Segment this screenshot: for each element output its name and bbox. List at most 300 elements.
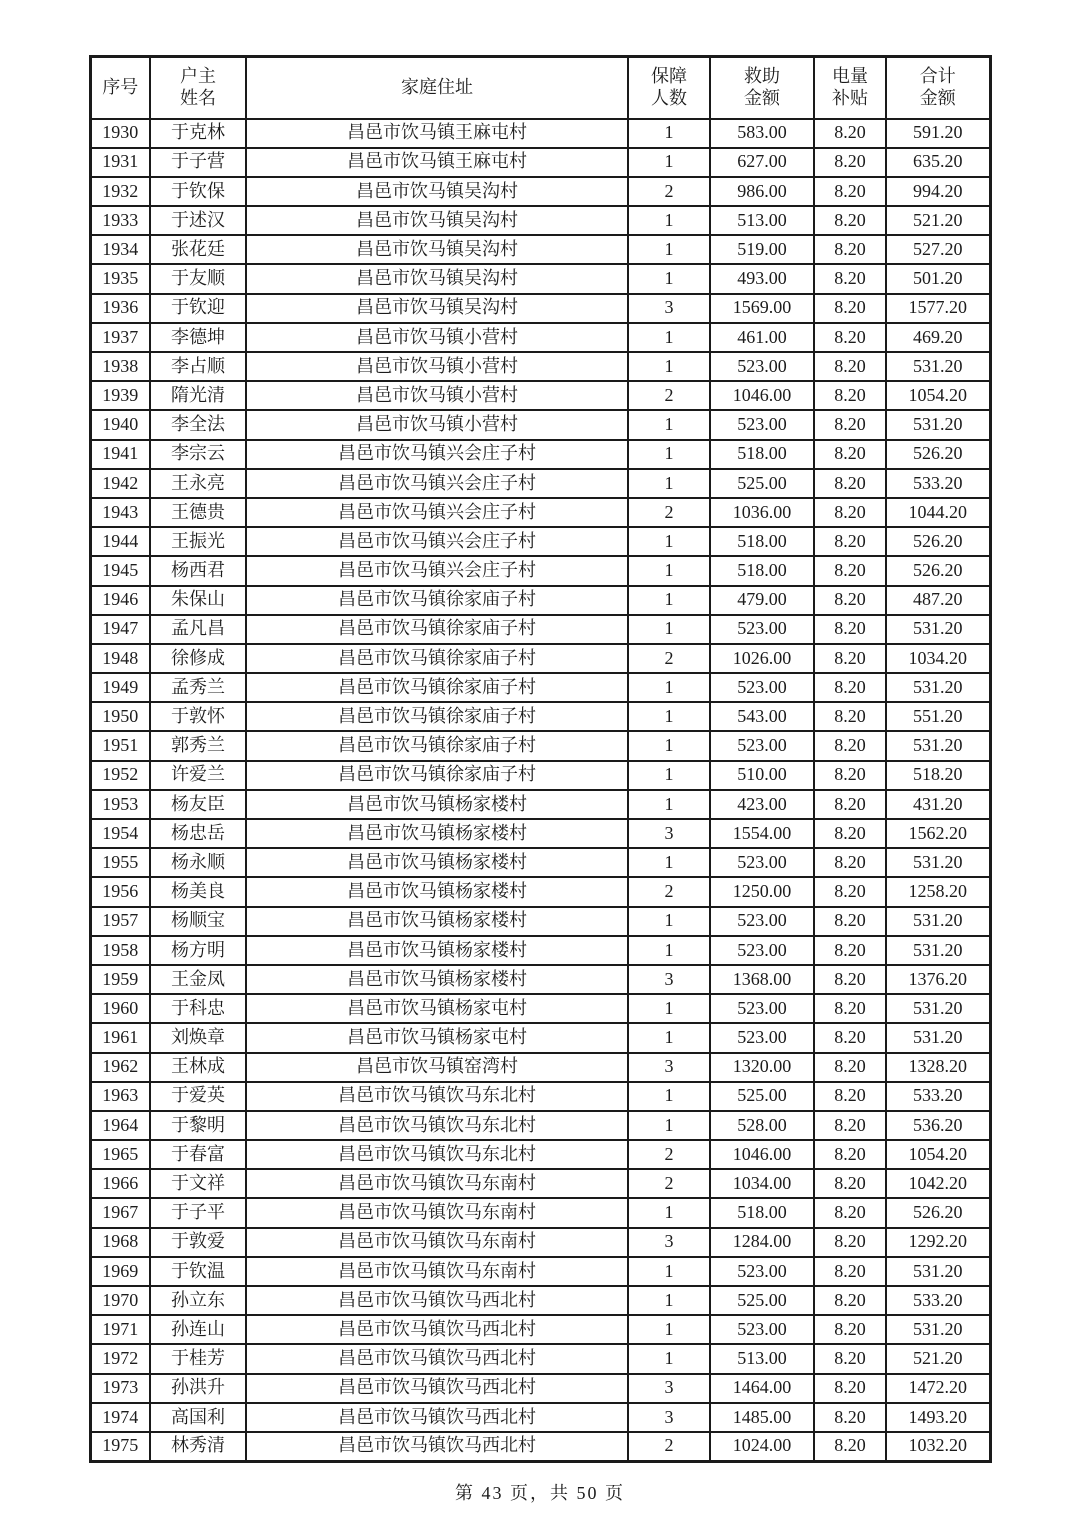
table-row: [90, 206, 990, 235]
header-home-address: [246, 57, 628, 119]
table-row: [90, 644, 990, 673]
cell-aid-amount: 513.00: [710, 1344, 814, 1373]
table-row: [90, 877, 990, 906]
cell-serial: 1935: [90, 264, 150, 293]
table-row: [90, 1082, 990, 1111]
page-number-footer: 第 43 页，共 50 页: [455, 1482, 625, 1503]
cell-name: 刘焕章: [150, 1023, 246, 1052]
cell-aid-amount: 525.00: [710, 1286, 814, 1315]
cell-name: 郭秀兰: [150, 731, 246, 760]
cell-serial: 1968: [90, 1228, 150, 1257]
cell-total-amount: 635.20: [886, 148, 990, 177]
cell-persons: 1: [628, 235, 710, 264]
table-row: [90, 264, 990, 293]
cell-address: 昌邑市饮马镇吴沟村: [246, 235, 628, 264]
cell-electric-subsidy: 8.20: [814, 1344, 886, 1373]
cell-electric-subsidy: 8.20: [814, 119, 886, 148]
cell-persons: 1: [628, 586, 710, 615]
cell-total-amount: 533.20: [886, 469, 990, 498]
cell-serial: 1965: [90, 1140, 150, 1169]
cell-electric-subsidy: 8.20: [814, 294, 886, 323]
cell-address: 昌邑市饮马镇徐家庙子村: [246, 702, 628, 731]
table-row: [90, 1169, 990, 1198]
cell-address: 昌邑市饮马镇饮马东北村: [246, 1140, 628, 1169]
cell-name: 于敦怀: [150, 702, 246, 731]
cell-persons: 1: [628, 1257, 710, 1286]
cell-address: 昌邑市饮马镇徐家庙子村: [246, 644, 628, 673]
cell-address: 昌邑市饮马镇杨家楼村: [246, 790, 628, 819]
cell-persons: 1: [628, 1023, 710, 1052]
table-row: [90, 1257, 990, 1286]
cell-persons: 2: [628, 381, 710, 410]
cell-persons: 2: [628, 877, 710, 906]
cell-aid-amount: 543.00: [710, 702, 814, 731]
cell-name: 于钦保: [150, 177, 246, 206]
cell-aid-amount: 510.00: [710, 761, 814, 790]
cell-serial: 1969: [90, 1257, 150, 1286]
cell-address: 昌邑市饮马镇饮马西北村: [246, 1374, 628, 1403]
cell-aid-amount: 583.00: [710, 119, 814, 148]
table-header: [90, 57, 990, 119]
cell-name: 朱保山: [150, 586, 246, 615]
cell-name: 张花廷: [150, 235, 246, 264]
cell-name: 徐修成: [150, 644, 246, 673]
table-row: [90, 1140, 990, 1169]
cell-address: 昌邑市饮马镇徐家庙子村: [246, 761, 628, 790]
table-row: [90, 352, 990, 381]
cell-persons: 1: [628, 410, 710, 439]
cell-total-amount: 1472.20: [886, 1374, 990, 1403]
cell-electric-subsidy: 8.20: [814, 440, 886, 469]
cell-total-amount: 531.20: [886, 410, 990, 439]
cell-electric-subsidy: 8.20: [814, 615, 886, 644]
cell-serial: 1939: [90, 381, 150, 410]
cell-serial: 1960: [90, 994, 150, 1023]
table-row: [90, 1432, 990, 1461]
cell-name: 高国利: [150, 1403, 246, 1432]
cell-serial: 1940: [90, 410, 150, 439]
cell-serial: 1931: [90, 148, 150, 177]
cell-aid-amount: 627.00: [710, 148, 814, 177]
cell-serial: 1934: [90, 235, 150, 264]
cell-persons: 1: [628, 440, 710, 469]
cell-aid-amount: 528.00: [710, 1111, 814, 1140]
cell-persons: 1: [628, 848, 710, 877]
cell-serial: 1943: [90, 498, 150, 527]
cell-name: 林秀清: [150, 1432, 246, 1461]
table-row: [90, 148, 990, 177]
cell-name: 孙连山: [150, 1315, 246, 1344]
table-row: [90, 294, 990, 323]
cell-aid-amount: 423.00: [710, 790, 814, 819]
cell-electric-subsidy: 8.20: [814, 1023, 886, 1052]
cell-address: 昌邑市饮马镇饮马西北村: [246, 1315, 628, 1344]
cell-electric-subsidy: 8.20: [814, 965, 886, 994]
table-row: [90, 673, 990, 702]
cell-aid-amount: 461.00: [710, 323, 814, 352]
cell-aid-amount: 1464.00: [710, 1374, 814, 1403]
cell-name: 于黎明: [150, 1111, 246, 1140]
cell-name: 于敦爱: [150, 1228, 246, 1257]
cell-serial: 1958: [90, 936, 150, 965]
cell-address: 昌邑市饮马镇兴会庄子村: [246, 556, 628, 585]
cell-aid-amount: 1485.00: [710, 1403, 814, 1432]
cell-address: 昌邑市饮马镇小营村: [246, 323, 628, 352]
cell-aid-amount: 1569.00: [710, 294, 814, 323]
cell-total-amount: 487.20: [886, 586, 990, 615]
cell-persons: 2: [628, 177, 710, 206]
cell-electric-subsidy: 8.20: [814, 235, 886, 264]
cell-total-amount: 994.20: [886, 177, 990, 206]
table-row: [90, 848, 990, 877]
table-row: [90, 994, 990, 1023]
cell-electric-subsidy: 8.20: [814, 586, 886, 615]
cell-address: 昌邑市饮马镇饮马东南村: [246, 1228, 628, 1257]
cell-name: 隋光清: [150, 381, 246, 410]
cell-total-amount: 521.20: [886, 206, 990, 235]
cell-address: 昌邑市饮马镇饮马东北村: [246, 1111, 628, 1140]
cell-persons: 1: [628, 1111, 710, 1140]
cell-name: 于克林: [150, 119, 246, 148]
table-row: [90, 1053, 990, 1082]
cell-serial: 1957: [90, 907, 150, 936]
cell-name: 李全法: [150, 410, 246, 439]
cell-address: 昌邑市饮马镇兴会庄子村: [246, 527, 628, 556]
cell-total-amount: 533.20: [886, 1286, 990, 1315]
cell-persons: 3: [628, 1228, 710, 1257]
table-row: [90, 1228, 990, 1257]
cell-aid-amount: 523.00: [710, 352, 814, 381]
table-row: [90, 556, 990, 585]
cell-electric-subsidy: 8.20: [814, 1374, 886, 1403]
cell-persons: 3: [628, 819, 710, 848]
cell-total-amount: 536.20: [886, 1111, 990, 1140]
cell-total-amount: 526.20: [886, 556, 990, 585]
cell-serial: 1951: [90, 731, 150, 760]
table-row: [90, 731, 990, 760]
cell-total-amount: 1328.20: [886, 1053, 990, 1082]
header-householder-name-label: 户主: [180, 66, 216, 87]
cell-electric-subsidy: 8.20: [814, 994, 886, 1023]
cell-aid-amount: 523.00: [710, 615, 814, 644]
cell-electric-subsidy: 8.20: [814, 177, 886, 206]
cell-persons: 1: [628, 264, 710, 293]
cell-persons: 1: [628, 527, 710, 556]
cell-persons: 1: [628, 936, 710, 965]
cell-serial: 1945: [90, 556, 150, 585]
cell-persons: 1: [628, 731, 710, 760]
cell-persons: 3: [628, 1053, 710, 1082]
cell-name: 许爱兰: [150, 761, 246, 790]
cell-aid-amount: 1024.00: [710, 1432, 814, 1461]
cell-address: 昌邑市饮马镇兴会庄子村: [246, 469, 628, 498]
cell-persons: 1: [628, 1286, 710, 1315]
cell-name: 于钦温: [150, 1257, 246, 1286]
table-row: [90, 235, 990, 264]
cell-name: 于春富: [150, 1140, 246, 1169]
cell-serial: 1944: [90, 527, 150, 556]
cell-address: 昌邑市饮马镇吴沟村: [246, 177, 628, 206]
table-row: [90, 1111, 990, 1140]
cell-serial: 1949: [90, 673, 150, 702]
cell-aid-amount: 523.00: [710, 1315, 814, 1344]
cell-name: 杨美良: [150, 877, 246, 906]
table-row: [90, 907, 990, 936]
cell-electric-subsidy: 8.20: [814, 1111, 886, 1140]
cell-name: 于文祥: [150, 1169, 246, 1198]
cell-persons: 3: [628, 965, 710, 994]
cell-aid-amount: 1554.00: [710, 819, 814, 848]
header-protected-persons-label: 保障: [651, 66, 687, 87]
cell-electric-subsidy: 8.20: [814, 673, 886, 702]
cell-name: 李宗云: [150, 440, 246, 469]
cell-total-amount: 1493.20: [886, 1403, 990, 1432]
cell-serial: 1932: [90, 177, 150, 206]
cell-serial: 1967: [90, 1198, 150, 1227]
table-row: [90, 1286, 990, 1315]
cell-address: 昌邑市饮马镇杨家楼村: [246, 965, 628, 994]
cell-name: 王永亮: [150, 469, 246, 498]
cell-address: 昌邑市饮马镇饮马东南村: [246, 1169, 628, 1198]
cell-aid-amount: 523.00: [710, 1257, 814, 1286]
cell-total-amount: 526.20: [886, 440, 990, 469]
cell-address: 昌邑市饮马镇饮马东南村: [246, 1257, 628, 1286]
table-row: [90, 498, 990, 527]
cell-address: 昌邑市饮马镇窑湾村: [246, 1053, 628, 1082]
cell-aid-amount: 493.00: [710, 264, 814, 293]
table-row: [90, 119, 990, 148]
cell-total-amount: 531.20: [886, 936, 990, 965]
cell-aid-amount: 523.00: [710, 994, 814, 1023]
cell-serial: 1966: [90, 1169, 150, 1198]
cell-address: 昌邑市饮马镇杨家屯村: [246, 994, 628, 1023]
cell-serial: 1930: [90, 119, 150, 148]
cell-aid-amount: 518.00: [710, 440, 814, 469]
header-householder-name: 户主 姓名: [150, 57, 246, 119]
cell-name: 于子营: [150, 148, 246, 177]
cell-total-amount: 526.20: [886, 1198, 990, 1227]
cell-total-amount: 1376.20: [886, 965, 990, 994]
cell-address: 昌邑市饮马镇小营村: [246, 410, 628, 439]
subsidy-roster-table: [89, 55, 992, 1463]
cell-persons: 3: [628, 1374, 710, 1403]
cell-total-amount: 591.20: [886, 119, 990, 148]
cell-name: 李德坤: [150, 323, 246, 352]
cell-persons: 2: [628, 1169, 710, 1198]
cell-serial: 1954: [90, 819, 150, 848]
cell-address: 昌邑市饮马镇饮马西北村: [246, 1432, 628, 1461]
cell-address: 昌邑市饮马镇徐家庙子村: [246, 673, 628, 702]
cell-total-amount: 1034.20: [886, 644, 990, 673]
cell-address: 昌邑市饮马镇吴沟村: [246, 264, 628, 293]
cell-persons: 2: [628, 1432, 710, 1461]
cell-electric-subsidy: 8.20: [814, 1403, 886, 1432]
cell-total-amount: 531.20: [886, 731, 990, 760]
cell-electric-subsidy: 8.20: [814, 469, 886, 498]
cell-persons: 1: [628, 1082, 710, 1111]
cell-address: 昌邑市饮马镇徐家庙子村: [246, 731, 628, 760]
cell-serial: 1962: [90, 1053, 150, 1082]
cell-name: 杨忠岳: [150, 819, 246, 848]
cell-name: 孟凡昌: [150, 615, 246, 644]
cell-name: 王德贵: [150, 498, 246, 527]
table-row: [90, 761, 990, 790]
cell-serial: 1953: [90, 790, 150, 819]
header-serial-label: 序号: [102, 76, 139, 97]
cell-name: 于述汉: [150, 206, 246, 235]
cell-aid-amount: 1046.00: [710, 1140, 814, 1169]
cell-aid-amount: 523.00: [710, 673, 814, 702]
cell-serial: 1961: [90, 1023, 150, 1052]
cell-persons: 2: [628, 498, 710, 527]
cell-aid-amount: 479.00: [710, 586, 814, 615]
cell-name: 孟秀兰: [150, 673, 246, 702]
table-row: [90, 1315, 990, 1344]
cell-electric-subsidy: 8.20: [814, 702, 886, 731]
cell-total-amount: 501.20: [886, 264, 990, 293]
cell-aid-amount: 523.00: [710, 1023, 814, 1052]
cell-serial: 1972: [90, 1344, 150, 1373]
cell-name: 王振光: [150, 527, 246, 556]
cell-serial: 1973: [90, 1374, 150, 1403]
cell-persons: 2: [628, 1140, 710, 1169]
cell-serial: 1950: [90, 702, 150, 731]
cell-serial: 1974: [90, 1403, 150, 1432]
table-row: [90, 1198, 990, 1227]
cell-electric-subsidy: 8.20: [814, 644, 886, 673]
cell-aid-amount: 1250.00: [710, 877, 814, 906]
cell-persons: 1: [628, 673, 710, 702]
cell-name: 杨顺宝: [150, 907, 246, 936]
cell-address: 昌邑市饮马镇饮马西北村: [246, 1344, 628, 1373]
cell-address: 昌邑市饮马镇小营村: [246, 352, 628, 381]
cell-total-amount: 469.20: [886, 323, 990, 352]
cell-persons: 1: [628, 994, 710, 1023]
cell-name: 于友顺: [150, 264, 246, 293]
table-body: [90, 119, 990, 1462]
cell-address: 昌邑市饮马镇王麻屯村: [246, 119, 628, 148]
cell-aid-amount: 523.00: [710, 936, 814, 965]
cell-total-amount: 1562.20: [886, 819, 990, 848]
header-home-address-label: 家庭住址: [401, 76, 473, 97]
cell-name: 孙立东: [150, 1286, 246, 1315]
cell-total-amount: 551.20: [886, 702, 990, 731]
cell-electric-subsidy: 8.20: [814, 731, 886, 760]
table-row: [90, 936, 990, 965]
cell-total-amount: 518.20: [886, 761, 990, 790]
cell-electric-subsidy: 8.20: [814, 410, 886, 439]
cell-address: 昌邑市饮马镇兴会庄子村: [246, 498, 628, 527]
table-row: [90, 702, 990, 731]
table-row: [90, 615, 990, 644]
cell-serial: 1933: [90, 206, 150, 235]
cell-name: 王金凤: [150, 965, 246, 994]
cell-total-amount: 1044.20: [886, 498, 990, 527]
cell-serial: 1937: [90, 323, 150, 352]
cell-address: 昌邑市饮马镇杨家楼村: [246, 819, 628, 848]
cell-serial: 1975: [90, 1432, 150, 1461]
header-serial: [90, 57, 150, 119]
cell-aid-amount: 519.00: [710, 235, 814, 264]
cell-total-amount: 531.20: [886, 1315, 990, 1344]
cell-total-amount: 1032.20: [886, 1432, 990, 1461]
cell-address: 昌邑市饮马镇饮马西北村: [246, 1286, 628, 1315]
cell-persons: 2: [628, 644, 710, 673]
cell-name: 李占顺: [150, 352, 246, 381]
cell-serial: 1946: [90, 586, 150, 615]
cell-persons: 1: [628, 469, 710, 498]
table-row: [90, 177, 990, 206]
cell-aid-amount: 523.00: [710, 410, 814, 439]
header-total-amount-label: 合计: [919, 66, 956, 87]
cell-total-amount: 1258.20: [886, 877, 990, 906]
cell-address: 昌邑市饮马镇徐家庙子村: [246, 615, 628, 644]
cell-aid-amount: 518.00: [710, 1198, 814, 1227]
cell-address: 昌邑市饮马镇饮马西北村: [246, 1403, 628, 1432]
header-electric-subsidy-label: 电量: [832, 66, 868, 87]
cell-name: 杨永顺: [150, 848, 246, 877]
cell-aid-amount: 525.00: [710, 469, 814, 498]
table-row: [90, 381, 990, 410]
cell-aid-amount: 523.00: [710, 848, 814, 877]
cell-total-amount: 527.20: [886, 235, 990, 264]
cell-persons: 1: [628, 323, 710, 352]
cell-aid-amount: 523.00: [710, 907, 814, 936]
table-row: [90, 469, 990, 498]
cell-persons: 1: [628, 1344, 710, 1373]
cell-name: 于桂芳: [150, 1344, 246, 1373]
cell-aid-amount: 1368.00: [710, 965, 814, 994]
cell-total-amount: 531.20: [886, 1257, 990, 1286]
cell-serial: 1971: [90, 1315, 150, 1344]
cell-electric-subsidy: 8.20: [814, 352, 886, 381]
cell-electric-subsidy: 8.20: [814, 498, 886, 527]
cell-total-amount: 531.20: [886, 907, 990, 936]
table-row: [90, 1023, 990, 1052]
cell-aid-amount: 1320.00: [710, 1053, 814, 1082]
cell-persons: 3: [628, 1403, 710, 1432]
table-row: [90, 1403, 990, 1432]
cell-name: 孙洪升: [150, 1374, 246, 1403]
cell-address: 昌邑市饮马镇杨家楼村: [246, 848, 628, 877]
cell-total-amount: 1042.20: [886, 1169, 990, 1198]
cell-serial: 1947: [90, 615, 150, 644]
table-row: [90, 586, 990, 615]
cell-electric-subsidy: 8.20: [814, 1169, 886, 1198]
cell-serial: 1952: [90, 761, 150, 790]
cell-persons: 1: [628, 790, 710, 819]
table-row: [90, 1374, 990, 1403]
table-row: [90, 965, 990, 994]
cell-serial: 1936: [90, 294, 150, 323]
cell-name: 杨友臣: [150, 790, 246, 819]
cell-electric-subsidy: 8.20: [814, 148, 886, 177]
cell-persons: 1: [628, 702, 710, 731]
cell-persons: 1: [628, 556, 710, 585]
table-row: [90, 440, 990, 469]
cell-electric-subsidy: 8.20: [814, 936, 886, 965]
cell-aid-amount: 1026.00: [710, 644, 814, 673]
cell-electric-subsidy: 8.20: [814, 1140, 886, 1169]
cell-persons: 1: [628, 615, 710, 644]
cell-electric-subsidy: 8.20: [814, 381, 886, 410]
cell-aid-amount: 523.00: [710, 731, 814, 760]
cell-name: 于子平: [150, 1198, 246, 1227]
cell-aid-amount: 1036.00: [710, 498, 814, 527]
cell-serial: 1963: [90, 1082, 150, 1111]
cell-serial: 1948: [90, 644, 150, 673]
cell-electric-subsidy: 8.20: [814, 848, 886, 877]
